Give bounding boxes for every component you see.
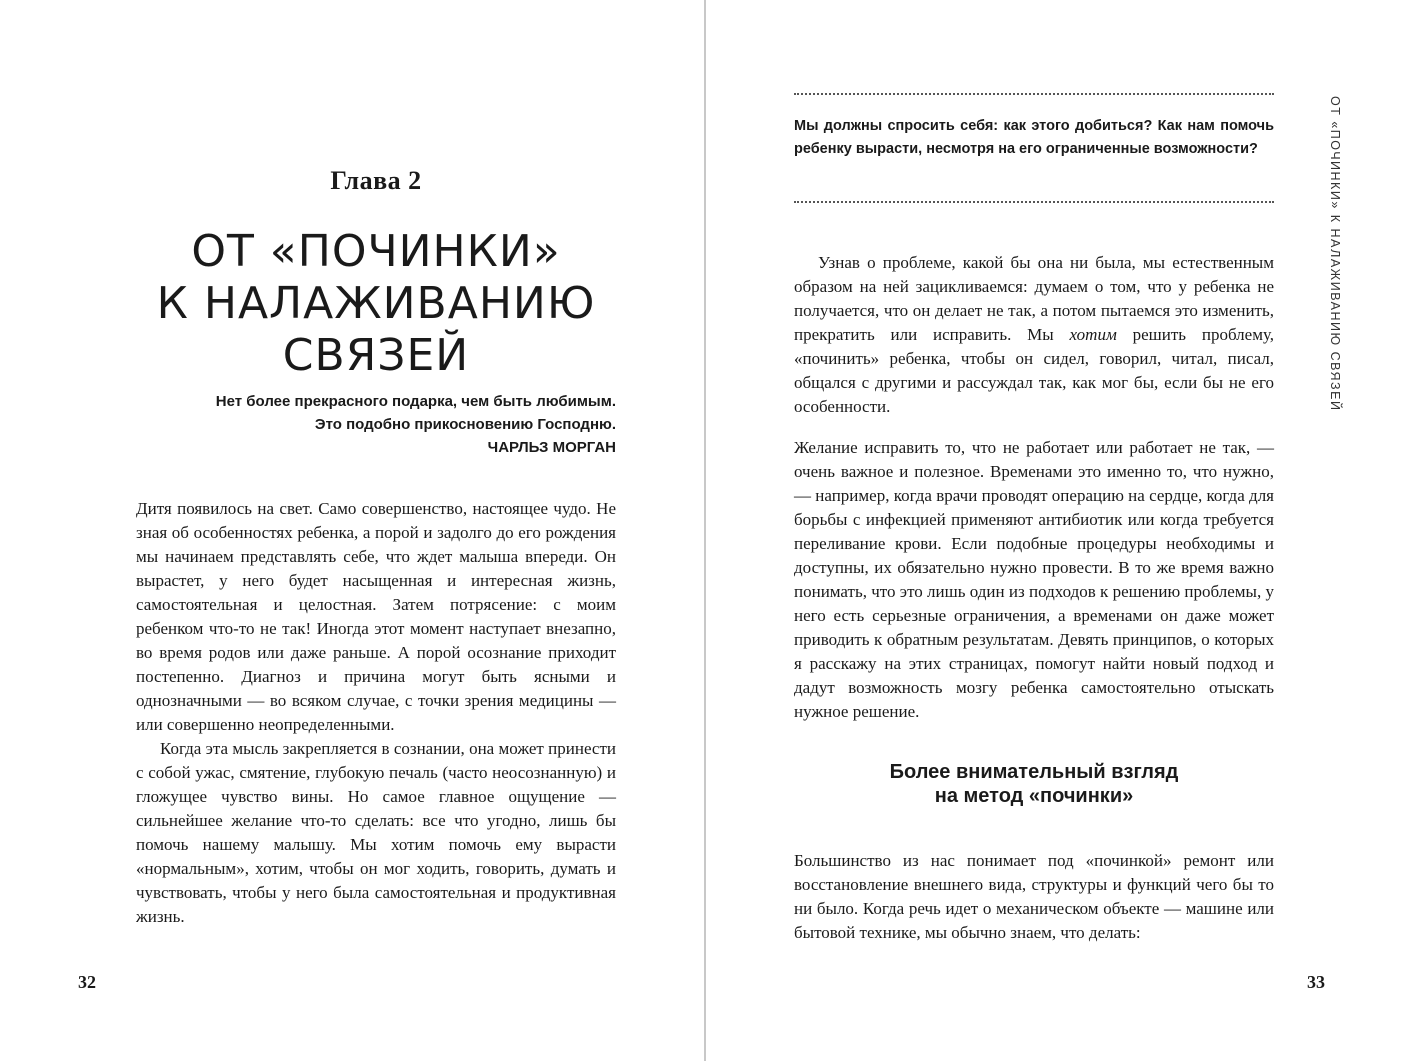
- chapter-title-line: ОТ «ПОЧИНКИ»: [191, 226, 561, 277]
- epigraph: [136, 390, 616, 459]
- right-page: [706, 0, 1410, 1061]
- epigraph-author: ЧАРЛЬЗ МОРГАН: [487, 439, 616, 456]
- chapter-title-line: СВЯЗЕЙ: [282, 330, 470, 381]
- paragraph: [794, 251, 1274, 419]
- dotted-rule-top: [794, 93, 1274, 95]
- emphasis: хотим: [1069, 325, 1117, 344]
- dotted-rule-bottom: [794, 201, 1274, 203]
- section-heading-line: на метод «починки»: [934, 785, 1134, 807]
- page-number: 32: [78, 972, 96, 992]
- page-number: 33: [1307, 972, 1325, 992]
- epigraph-line: Это подобно прикосновению Господню.: [314, 416, 616, 433]
- paragraph: Желание исправить то, что не работает или работает не так, — очень важное и полезное. Временами это именно то, что нужно, — например, когда врачи проводят операцию на сердце, когда для борьбы с инфекцией применяют антибиотик или когда требуется переливание крови. Если подобные процедуры необходимы и доступны, их обязательно нужно провести. В то же время важно понимать, что это лишь один из подходов к решению проблемы, у него есть серьезные ограничения, а временами он даже может приводить к обратным результатам. Девять принципов, о которых я расскажу на этих страницах, помогут найти новый подход и дадут возможность мозгу ребенка самостоятельно отыскать нужное решение.: [794, 438, 1274, 721]
- text-run: решить проблему, «починить» ребенка, чтобы он сидел, говорил, читал, писал, общался с другими и рассуждал так, как мог бы, если бы не его особенности.: [794, 325, 1275, 416]
- section-heading-line: Более внимательный взгляд: [889, 761, 1179, 783]
- left-page: [0, 0, 704, 1061]
- callout-box: Мы должны спросить себя: как этого добиться? Как нам помочь ребенку вырасти, несмотря на его ограниченные возможности?: [794, 118, 1274, 157]
- section-heading: [794, 760, 1274, 808]
- text-run: Узнав о проблеме, какой бы она ни была, мы естественным образом на ней зацикливаемся: думаем о том, что у ребенка не получается, что он делает не так, а потом пытаемся это изменить, прекратить или исправить. Мы: [794, 253, 1274, 344]
- chapter-title-line: К НАЛАЖИВАНИЮ: [156, 278, 596, 329]
- body-text: [794, 234, 1274, 741]
- chapter-title: [136, 226, 616, 382]
- body-text: [136, 497, 616, 929]
- body-text: [794, 832, 1274, 962]
- paragraph: Когда эта мысль закрепляется в сознании, она может принести с собой ужас, смятение, глубокую печаль (часто неосознанную) и гложущее чувство вины. Но самое главное ощущение — сильнейшее желание что-то сделать: все что угодно, лишь бы помочь нашему малышу. Мы хотим помочь ему вырасти «нормальным», хотим, чтобы он мог ходить, говорить, думать и чувствовать, чтобы у него была самостоятельная и продуктивная жизнь.: [136, 739, 616, 926]
- epigraph-line: Нет более прекрасного подарка, чем быть любимым.: [215, 393, 616, 410]
- paragraph: Дитя появилось на свет. Само совершенство, настоящее чудо. Не зная об особенностях ребенка, а порой и задолго до его рождения мы начинаем представлять себе, что ждет малыша впереди. Он вырастет, у него будет насыщенная и интересная жизнь, самостоятельная и целостная. Затем потрясение: с моим ребенком что-то не так! Иногда этот момент наступает внезапно, во время родов или даже раньше. А порой осознание приходит постепенно. Диагноз и причина могут быть ясными и однозначными — во всяком случае, с точки зрения медицины — или совершенно неопределенными.: [136, 499, 616, 734]
- chapter-label: Глава 2: [330, 166, 422, 195]
- paragraph: Большинство из нас понимает под «починкой» ремонт или восстановление внешнего вида, структуры и функций чего бы то ни было. Когда речь идет о механическом объекте — машине или бытовой технике, мы обычно знаем, что делать:: [794, 851, 1274, 942]
- running-head: ОТ «ПОЧИНКИ» К НАЛАЖИВАНИЮ СВЯЗЕЙ: [1328, 96, 1342, 412]
